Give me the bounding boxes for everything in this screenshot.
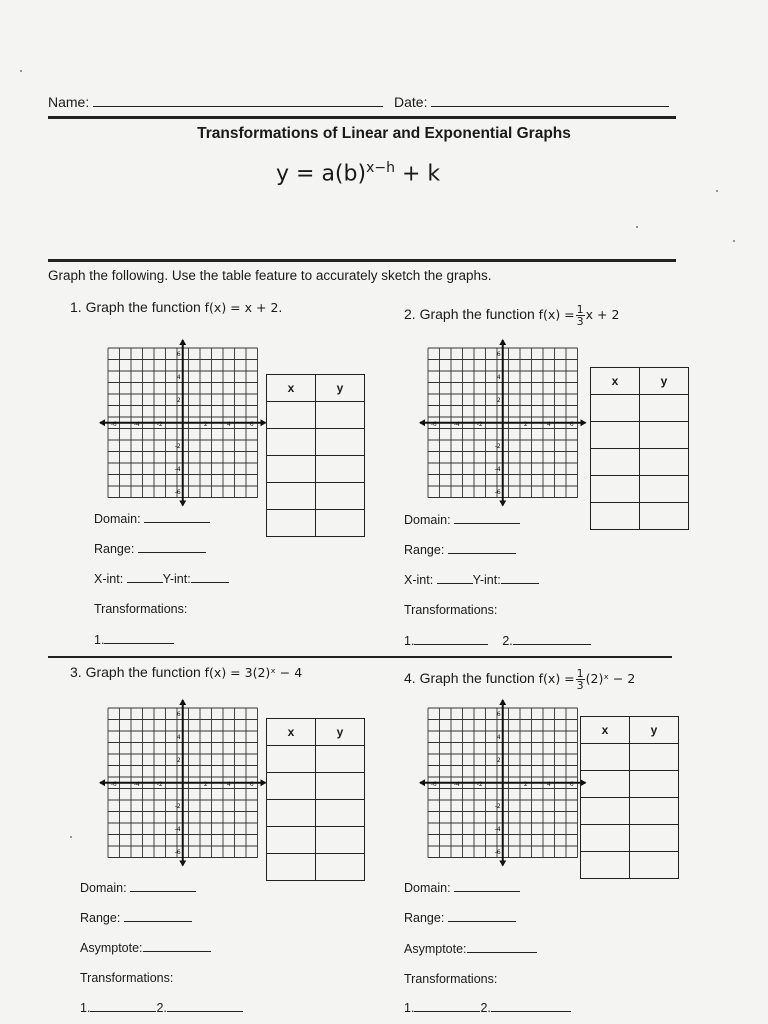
- x-tick-label: -6: [110, 420, 117, 428]
- y-axis-arrow-down: [499, 861, 506, 867]
- formula-tail: + k: [394, 161, 441, 187]
- table-cell[interactable]: [640, 422, 689, 449]
- problem-2-range: [404, 542, 516, 557]
- problem-2-xy-table: [590, 367, 689, 530]
- date-label: Date:: [394, 94, 428, 110]
- table-cell[interactable]: [316, 800, 365, 827]
- y-axis-arrow-down: [179, 861, 186, 867]
- x-tick-label: 2: [523, 780, 528, 788]
- y-tick-label: -2: [494, 802, 501, 810]
- xint-label: X-int:: [404, 573, 434, 587]
- range-blank[interactable]: [138, 541, 206, 553]
- name-label: Name:: [48, 94, 90, 110]
- yint-blank[interactable]: [191, 571, 229, 583]
- problem-3-coordinate-grid[interactable]: [98, 698, 268, 873]
- x-axis-arrow-left: [419, 419, 425, 426]
- grid-svg: [418, 698, 588, 868]
- table-cell[interactable]: [267, 800, 316, 827]
- y-tick-label: -2: [494, 442, 501, 450]
- y-axis-arrow-up: [179, 699, 186, 705]
- problem-2-intercepts: [404, 572, 539, 587]
- x-tick-label: -4: [133, 780, 140, 788]
- table-cell[interactable]: [581, 771, 630, 798]
- transformation-blank[interactable]: [491, 1000, 571, 1012]
- domain-blank[interactable]: [454, 880, 520, 892]
- range-label: Range:: [404, 911, 445, 925]
- fraction-numerator: 1: [576, 303, 584, 316]
- problem-3-heading: [70, 664, 302, 680]
- problem-2-domain: [404, 512, 520, 527]
- range-label: Range:: [94, 542, 135, 556]
- x-tick-label: -2: [476, 780, 483, 788]
- problem-1-domain: [94, 511, 210, 526]
- y-tick-label: 6: [496, 350, 501, 358]
- table-cell[interactable]: [316, 827, 365, 854]
- problem-1-number: 1.: [70, 299, 82, 315]
- range-label: Range:: [404, 543, 445, 557]
- table-cell[interactable]: [581, 744, 630, 771]
- transformation-number: 1.: [404, 1001, 415, 1015]
- problem-2-number: 2.: [404, 306, 416, 322]
- y-tick-label: 2: [176, 396, 181, 404]
- transformation-blank[interactable]: [104, 632, 174, 644]
- asymptote-blank[interactable]: [467, 941, 537, 953]
- fraction-numerator: 1: [576, 667, 584, 680]
- y-axis-arrow-down: [179, 501, 186, 507]
- transformation-number: 1.: [94, 633, 105, 647]
- name-field-row: [48, 94, 383, 110]
- problem-1-function: f(x) = x + 2.: [204, 300, 283, 315]
- table-cell[interactable]: [316, 746, 365, 773]
- transformation-number: 2.: [480, 1001, 491, 1015]
- y-tick-label: -4: [494, 825, 501, 833]
- range-blank[interactable]: [124, 910, 192, 922]
- table-cell[interactable]: [630, 744, 679, 771]
- scan-speck: [716, 190, 718, 192]
- grid-svg: [98, 698, 268, 868]
- table-cell[interactable]: [267, 429, 316, 456]
- instructions: Graph the following. Use the table feature to accurately sketch the graphs.: [48, 268, 492, 283]
- problem-4-range: [404, 910, 516, 925]
- function-prefix: f(x) =: [538, 307, 575, 322]
- fraction: [576, 304, 585, 327]
- transformation-blank[interactable]: [414, 1000, 480, 1012]
- scan-speck: [636, 226, 638, 228]
- formula-exponent: x−h: [366, 160, 395, 176]
- table-cell[interactable]: [640, 449, 689, 476]
- problem-4-domain: [404, 880, 520, 895]
- x-tick-label: -2: [156, 780, 163, 788]
- y-tick-label: 2: [496, 756, 501, 764]
- problem-3-number: 3.: [70, 664, 82, 680]
- table-cell[interactable]: [591, 476, 640, 503]
- transformation-number: 1.: [80, 1001, 91, 1015]
- yint-blank[interactable]: [501, 572, 539, 584]
- problem-3-range: [80, 910, 192, 925]
- table-cell[interactable]: [640, 395, 689, 422]
- x-tick-label: -2: [476, 420, 483, 428]
- table-cell[interactable]: [630, 798, 679, 825]
- table-header-x: x: [591, 368, 640, 395]
- y-tick-label: -6: [174, 488, 181, 496]
- domain-blank[interactable]: [144, 511, 210, 523]
- table-cell[interactable]: [591, 422, 640, 449]
- table-cell[interactable]: [267, 746, 316, 773]
- problem-2-coordinate-grid[interactable]: [418, 338, 588, 513]
- section-rule: [48, 259, 676, 262]
- domain-label: Domain:: [94, 512, 141, 526]
- y-tick-label: -2: [174, 442, 181, 450]
- problem-1-prompt: Graph the function: [85, 299, 201, 315]
- table-header-x: x: [581, 717, 630, 744]
- transformation-number: 2.: [156, 1001, 167, 1015]
- table-header-x: x: [267, 719, 316, 746]
- problem-1-range: [94, 541, 206, 556]
- problem-3-domain: [80, 880, 196, 895]
- problem-3-transformations-label: Transformations:: [80, 971, 174, 985]
- y-tick-label: 6: [176, 710, 181, 718]
- table-cell[interactable]: [316, 429, 365, 456]
- problem-3-asymptote: [80, 940, 211, 955]
- x-tick-label: -2: [156, 420, 163, 428]
- table-cell[interactable]: [591, 503, 640, 530]
- table-cell[interactable]: [267, 456, 316, 483]
- x-tick-label: 4: [546, 420, 551, 428]
- x-tick-label: 6: [569, 780, 574, 788]
- transformation-blank[interactable]: [90, 1000, 156, 1012]
- problem-4-function: [538, 667, 636, 692]
- domain-blank[interactable]: [130, 880, 196, 892]
- y-tick-label: 4: [176, 373, 181, 381]
- y-axis-arrow-up: [499, 699, 506, 705]
- table-cell[interactable]: [591, 449, 640, 476]
- table-cell[interactable]: [630, 771, 679, 798]
- x-tick-label: 6: [249, 780, 254, 788]
- range-blank[interactable]: [448, 910, 516, 922]
- transformation-blank[interactable]: [414, 633, 488, 645]
- x-tick-label: 6: [569, 420, 574, 428]
- xint-blank[interactable]: [437, 572, 473, 584]
- x-axis-arrow-right: [581, 419, 587, 426]
- problem-2-prompt: Graph the function: [419, 306, 535, 322]
- x-tick-label: -6: [110, 780, 117, 788]
- grid-svg: [98, 338, 268, 508]
- problem-1-transformation-1: [94, 632, 174, 647]
- y-tick-label: -6: [174, 848, 181, 856]
- x-tick-label: -4: [453, 780, 460, 788]
- table-header-y: y: [316, 375, 365, 402]
- domain-blank[interactable]: [454, 512, 520, 524]
- table-header-y: y: [630, 717, 679, 744]
- xint-blank[interactable]: [127, 571, 163, 583]
- transformation-number: 1.: [404, 634, 415, 648]
- transformation-number: 2.: [502, 634, 513, 648]
- transformation-blank[interactable]: [513, 633, 591, 645]
- grid-svg: [418, 338, 588, 508]
- scan-speck: [733, 240, 735, 242]
- problem-2-transformation-lines: [404, 633, 591, 648]
- x-tick-label: 4: [226, 420, 231, 428]
- transformation-blank[interactable]: [167, 1000, 243, 1012]
- problem-3-prompt: Graph the function: [85, 664, 201, 680]
- problem-1-intercepts: [94, 571, 229, 586]
- table-cell[interactable]: [591, 395, 640, 422]
- table-cell[interactable]: [316, 456, 365, 483]
- header-rule: [48, 116, 676, 119]
- x-axis-arrow-left: [99, 779, 105, 786]
- x-tick-label: -4: [453, 420, 460, 428]
- problem-1-coordinate-grid[interactable]: [98, 338, 268, 513]
- y-tick-label: 2: [176, 756, 181, 764]
- y-tick-label: -4: [494, 465, 501, 473]
- problem-3-xy-table: [266, 718, 365, 881]
- table-cell[interactable]: [316, 483, 365, 510]
- table-cell[interactable]: [316, 854, 365, 881]
- asymptote-blank[interactable]: [143, 940, 211, 952]
- y-axis-arrow-up: [499, 339, 506, 345]
- table-cell[interactable]: [267, 827, 316, 854]
- problem-3-transformation-lines: [80, 1000, 243, 1015]
- range-blank[interactable]: [448, 542, 516, 554]
- y-tick-label: 2: [496, 396, 501, 404]
- table-cell[interactable]: [316, 402, 365, 429]
- domain-label: Domain:: [404, 881, 451, 895]
- function-prefix: f(x) =: [538, 671, 575, 686]
- y-tick-label: -2: [174, 802, 181, 810]
- y-tick-label: 6: [176, 350, 181, 358]
- mid-rule: [48, 656, 672, 658]
- y-axis-arrow-up: [179, 339, 186, 345]
- function-suffix: x + 2: [585, 307, 620, 322]
- table-cell[interactable]: [581, 825, 630, 852]
- scan-speck: [20, 70, 22, 72]
- date-field-row: [394, 94, 669, 110]
- name-blank[interactable]: [93, 95, 383, 107]
- y-tick-label: 4: [176, 733, 181, 741]
- domain-label: Domain:: [80, 881, 127, 895]
- table-cell[interactable]: [316, 773, 365, 800]
- problem-4-number: 4.: [404, 670, 416, 686]
- table-cell[interactable]: [640, 476, 689, 503]
- y-tick-label: 6: [496, 710, 501, 718]
- table-header-x: x: [267, 375, 316, 402]
- problem-4-prompt: Graph the function: [419, 670, 535, 686]
- fraction: [576, 668, 585, 691]
- x-axis-arrow-left: [419, 779, 425, 786]
- date-blank[interactable]: [431, 95, 669, 107]
- y-axis-arrow-down: [499, 501, 506, 507]
- problem-4-coordinate-grid[interactable]: [418, 698, 588, 873]
- problem-4-transformations-label: Transformations:: [404, 972, 498, 986]
- fraction-denominator: 3: [576, 315, 584, 328]
- scan-speck: [70, 836, 72, 838]
- problem-1-xy-table: [266, 374, 365, 537]
- problem-1-transformations-label: Transformations:: [94, 602, 188, 616]
- problem-4-transformation-lines: [404, 1000, 571, 1015]
- y-tick-label: 4: [496, 733, 501, 741]
- x-tick-label: 2: [523, 420, 528, 428]
- x-tick-label: -6: [430, 420, 437, 428]
- problem-4-heading: [404, 668, 635, 691]
- y-tick-label: -6: [494, 848, 501, 856]
- table-cell[interactable]: [640, 503, 689, 530]
- range-label: Range:: [80, 911, 121, 925]
- problem-2-transformations-label: Transformations:: [404, 603, 498, 617]
- x-tick-label: -4: [133, 420, 140, 428]
- table-cell[interactable]: [267, 510, 316, 537]
- x-tick-label: 4: [226, 780, 231, 788]
- x-tick-label: 2: [203, 780, 208, 788]
- table-cell[interactable]: [267, 402, 316, 429]
- function-suffix: (2)ˣ − 2: [585, 671, 636, 686]
- y-tick-label: -4: [174, 465, 181, 473]
- x-tick-label: 2: [203, 420, 208, 428]
- x-tick-label: 4: [546, 780, 551, 788]
- table-cell[interactable]: [267, 854, 316, 881]
- table-header-y: y: [316, 719, 365, 746]
- problem-2-heading: [404, 304, 619, 327]
- table-cell[interactable]: [581, 852, 630, 879]
- problem-1-heading: [70, 299, 282, 315]
- x-tick-label: 6: [249, 420, 254, 428]
- y-tick-label: -6: [494, 488, 501, 496]
- asymptote-label: Asymptote:: [404, 942, 467, 956]
- table-cell[interactable]: [630, 825, 679, 852]
- table-cell[interactable]: [581, 798, 630, 825]
- asymptote-label: Asymptote:: [80, 941, 143, 955]
- general-formula: [276, 160, 440, 186]
- problem-4-asymptote: [404, 941, 537, 956]
- yint-label: Y-int:: [162, 572, 191, 586]
- xint-label: X-int:: [94, 572, 124, 586]
- formula-base: y = a(b): [276, 161, 367, 187]
- x-axis-arrow-left: [99, 419, 105, 426]
- problem-2-function: [538, 303, 620, 328]
- table-cell[interactable]: [267, 483, 316, 510]
- fraction-denominator: 3: [576, 679, 584, 692]
- problem-3-function: f(x) = 3(2)ˣ − 4: [204, 665, 303, 680]
- y-tick-label: 4: [496, 373, 501, 381]
- table-cell[interactable]: [630, 852, 679, 879]
- y-tick-label: -4: [174, 825, 181, 833]
- table-header-y: y: [640, 368, 689, 395]
- domain-label: Domain:: [404, 513, 451, 527]
- table-cell[interactable]: [267, 773, 316, 800]
- table-cell[interactable]: [316, 510, 365, 537]
- page-title: Transformations of Linear and Exponential Graphs: [197, 125, 571, 142]
- yint-label: Y-int:: [472, 573, 501, 587]
- x-tick-label: -6: [430, 780, 437, 788]
- problem-4-xy-table: [580, 716, 679, 879]
